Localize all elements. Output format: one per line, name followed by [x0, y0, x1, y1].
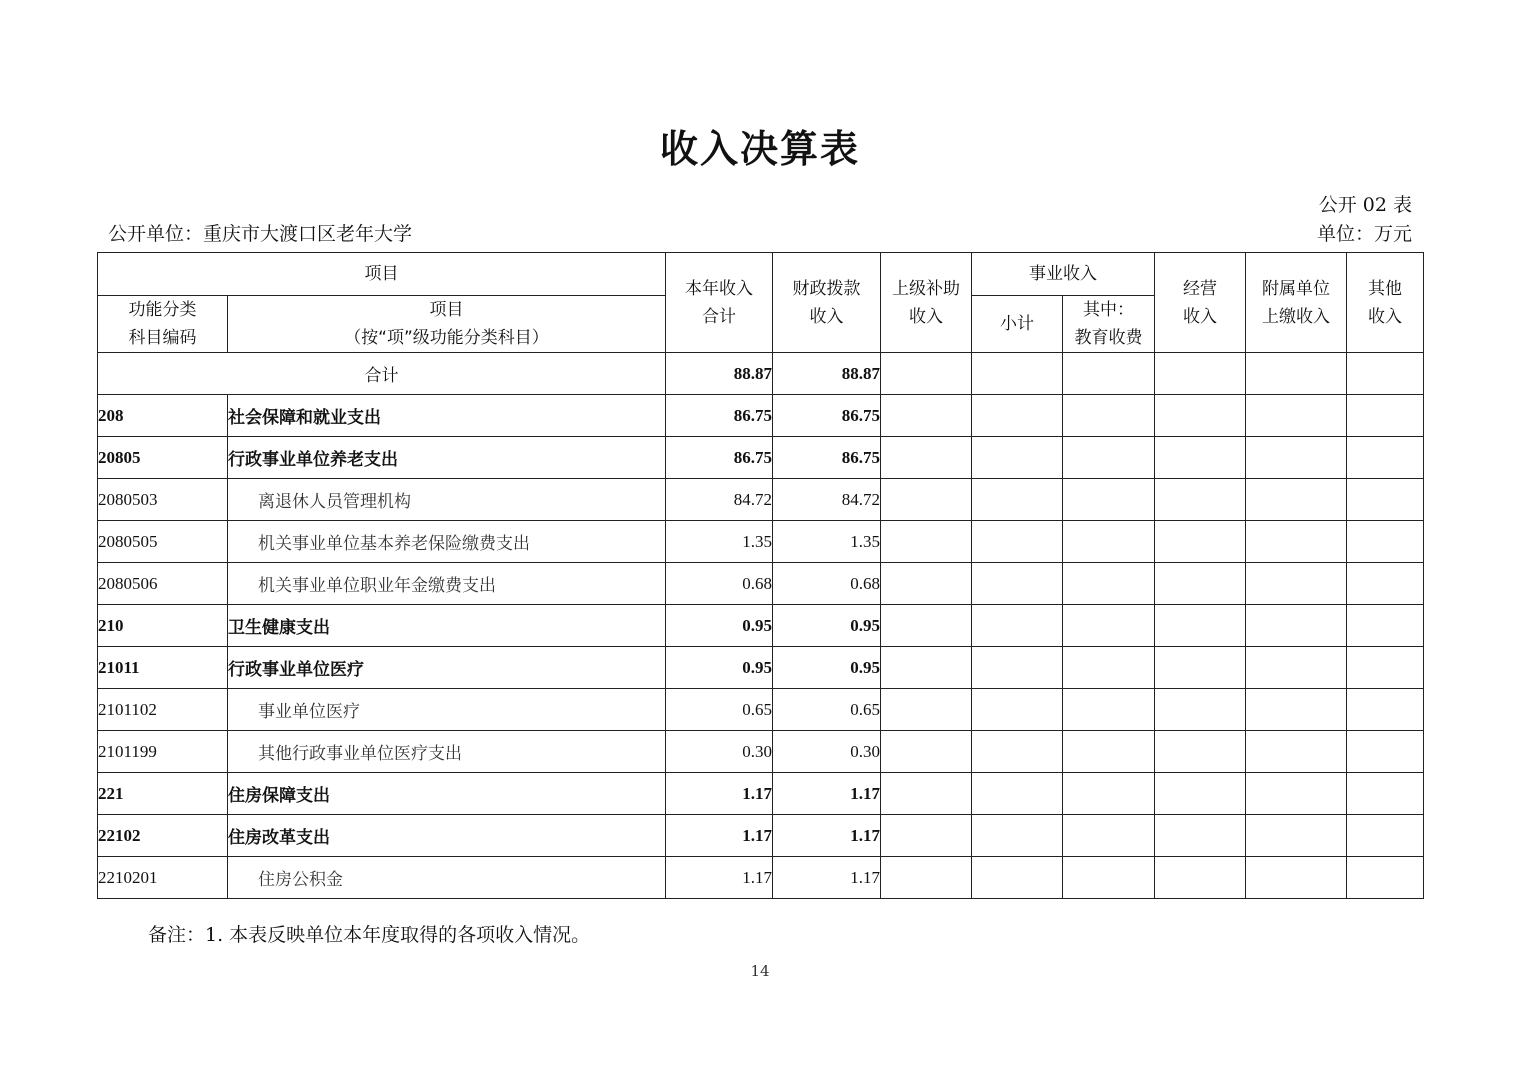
- header-superior-subsidy: 上级补助 收入: [881, 253, 972, 353]
- header-education-fee: 其中： 教育收费: [1063, 296, 1155, 353]
- header-other: 其他 收入: [1347, 253, 1424, 353]
- table-row: [98, 689, 1424, 731]
- row-fiscal: 0.68: [773, 563, 881, 605]
- row-total: 1.17: [666, 857, 773, 899]
- row-total: 1.17: [666, 773, 773, 815]
- row-code: 2101102: [98, 689, 228, 731]
- table-row: [98, 773, 1424, 815]
- row-fiscal: 86.75: [773, 395, 881, 437]
- row-fiscal: 0.65: [773, 689, 881, 731]
- row-fiscal: 0.95: [773, 647, 881, 689]
- row-fiscal: 0.95: [773, 605, 881, 647]
- table-row: [98, 479, 1424, 521]
- header-business-income: 事业收入: [972, 253, 1155, 296]
- header-code: 功能分类 科目编码: [98, 296, 228, 353]
- row-fiscal: 86.75: [773, 437, 881, 479]
- row-name: 机关事业单位基本养老保险缴费支出: [228, 521, 666, 563]
- table-row: [98, 731, 1424, 773]
- row-total: 0.95: [666, 647, 773, 689]
- row-total: 0.68: [666, 563, 773, 605]
- header-affiliated: 附属单位 上缴收入: [1246, 253, 1347, 353]
- row-code: 210: [98, 605, 228, 647]
- row-name: 住房公积金: [228, 857, 666, 899]
- row-name: 行政事业单位医疗: [228, 647, 666, 689]
- header-name: 项目 （按“项”级功能分类科目）: [228, 296, 666, 353]
- table-row: [98, 647, 1424, 689]
- header-total-income: 本年收入 合计: [666, 253, 773, 353]
- row-name: 住房保障支出: [228, 773, 666, 815]
- row-fiscal: 1.35: [773, 521, 881, 563]
- row-code: 2101199: [98, 731, 228, 773]
- row-total: 0.30: [666, 731, 773, 773]
- row-code: 221: [98, 773, 228, 815]
- row-total: 0.65: [666, 689, 773, 731]
- row-code: 20805: [98, 437, 228, 479]
- row-code: 2080505: [98, 521, 228, 563]
- table-row: [98, 815, 1424, 857]
- table-row: [98, 563, 1424, 605]
- row-name: 卫生健康支出: [228, 605, 666, 647]
- row-total: 0.95: [666, 605, 773, 647]
- income-table: [97, 252, 1424, 899]
- page-number: 14: [750, 962, 770, 980]
- row-name: 离退休人员管理机构: [228, 479, 666, 521]
- total-fiscal-value: 88.87: [773, 353, 881, 395]
- page-title: 收入决算表: [659, 127, 860, 171]
- row-total: 86.75: [666, 437, 773, 479]
- row-name: 机关事业单位职业年金缴费支出: [228, 563, 666, 605]
- total-income-value: 88.87: [666, 353, 773, 395]
- total-label: 合计: [98, 353, 666, 395]
- row-name: 住房改革支出: [228, 815, 666, 857]
- row-code: 2080503: [98, 479, 228, 521]
- row-total: 1.17: [666, 815, 773, 857]
- table-row: [98, 437, 1424, 479]
- header-fiscal: 财政拨款 收入: [773, 253, 881, 353]
- row-fiscal: 1.17: [773, 773, 881, 815]
- row-fiscal: 1.17: [773, 815, 881, 857]
- currency-unit: 单位：万元: [1316, 223, 1412, 245]
- reporting-unit: 公开单位：重庆市大渡口区老年大学: [108, 223, 413, 245]
- row-code: 208: [98, 395, 228, 437]
- row-total: 86.75: [666, 395, 773, 437]
- table-row: [98, 857, 1424, 899]
- header-project: 项目: [98, 253, 666, 296]
- footnote: 备注：1. 本表反映单位本年度取得的各项收入情况。: [148, 924, 591, 946]
- row-name: 其他行政事业单位医疗支出: [228, 731, 666, 773]
- row-name: 事业单位医疗: [228, 689, 666, 731]
- row-fiscal: 0.30: [773, 731, 881, 773]
- row-total: 84.72: [666, 479, 773, 521]
- total-row: [98, 353, 1424, 395]
- row-name: 社会保障和就业支出: [228, 395, 666, 437]
- row-name: 行政事业单位养老支出: [228, 437, 666, 479]
- table-row: [98, 521, 1424, 563]
- table-row: [98, 395, 1424, 437]
- row-fiscal: 1.17: [773, 857, 881, 899]
- row-code: 22102: [98, 815, 228, 857]
- row-code: 21011: [98, 647, 228, 689]
- row-code: 2210201: [98, 857, 228, 899]
- row-fiscal: 84.72: [773, 479, 881, 521]
- header-subtotal: 小计: [972, 296, 1063, 353]
- row-total: 1.35: [666, 521, 773, 563]
- row-code: 2080506: [98, 563, 228, 605]
- table-number: 公开 02 表: [1318, 194, 1412, 216]
- header-operating: 经营 收入: [1155, 253, 1246, 353]
- table-row: [98, 605, 1424, 647]
